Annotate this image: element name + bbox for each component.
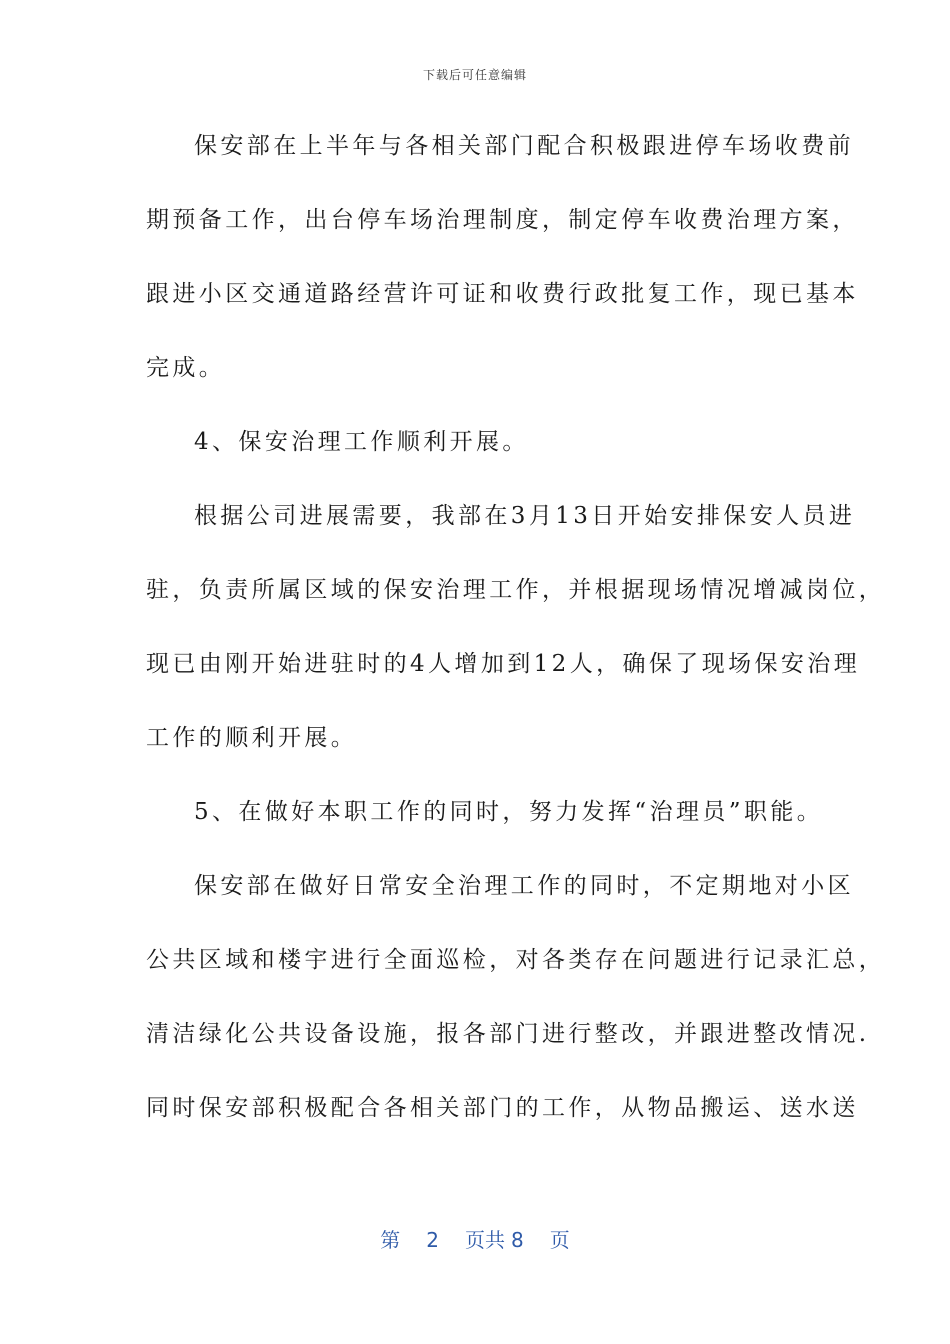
paragraph-line: 同时保安部积极配合各相关部门的工作，从物品搬运、送水送: [146, 1095, 859, 1121]
paragraph-line: 现已由刚开始进驻时的4人增加到12人，确保了现场保安治理: [146, 651, 861, 677]
footer-middle: 页共: [465, 1228, 505, 1252]
paragraph-line: 公共区域和楼宇进行全面巡检，对各类存在问题进行记录汇总，: [146, 947, 886, 973]
current-page-number: 2: [426, 1228, 439, 1252]
paragraph-line: 保安部在上半年与各相关部门配合积极跟进停车场收费前: [194, 133, 854, 159]
paragraph-line: 跟进小区交通道路经营许可证和收费行政批复工作，现已基本: [146, 281, 859, 307]
section-heading: 5、在做好本职工作的同时，努力发挥“治理员”职能。: [194, 799, 824, 825]
paragraph-line: 根据公司进展需要，我部在3月13日开始安排保安人员进: [194, 503, 856, 529]
footer-prefix: 第: [380, 1228, 401, 1252]
paragraph-line: 保安部在做好日常安全治理工作的同时，不定期地对小区: [194, 873, 854, 899]
paragraph-line: 驻，负责所属区域的保安治理工作，并根据现场情况增减岗位，: [146, 577, 886, 603]
paragraph-line: 清洁绿化公共设备设施，报各部门进行整改，并跟进整改情况.: [146, 1021, 870, 1047]
paragraph-line: 完成。: [146, 355, 226, 381]
page-header-note: 下载后可任意编辑: [422, 68, 527, 82]
document-body: [146, 120, 886, 1156]
paragraph-line: 期预备工作，出台停车场治理制度，制定停车收费治理方案，: [146, 207, 859, 233]
footer-suffix: 页: [549, 1228, 570, 1252]
page-number-footer: [0, 1224, 950, 1253]
paragraph-line: 工作的顺利开展。: [146, 725, 358, 751]
section-heading: 4、保安治理工作顺利开展。: [194, 429, 529, 455]
total-pages-number: 8: [511, 1228, 524, 1252]
